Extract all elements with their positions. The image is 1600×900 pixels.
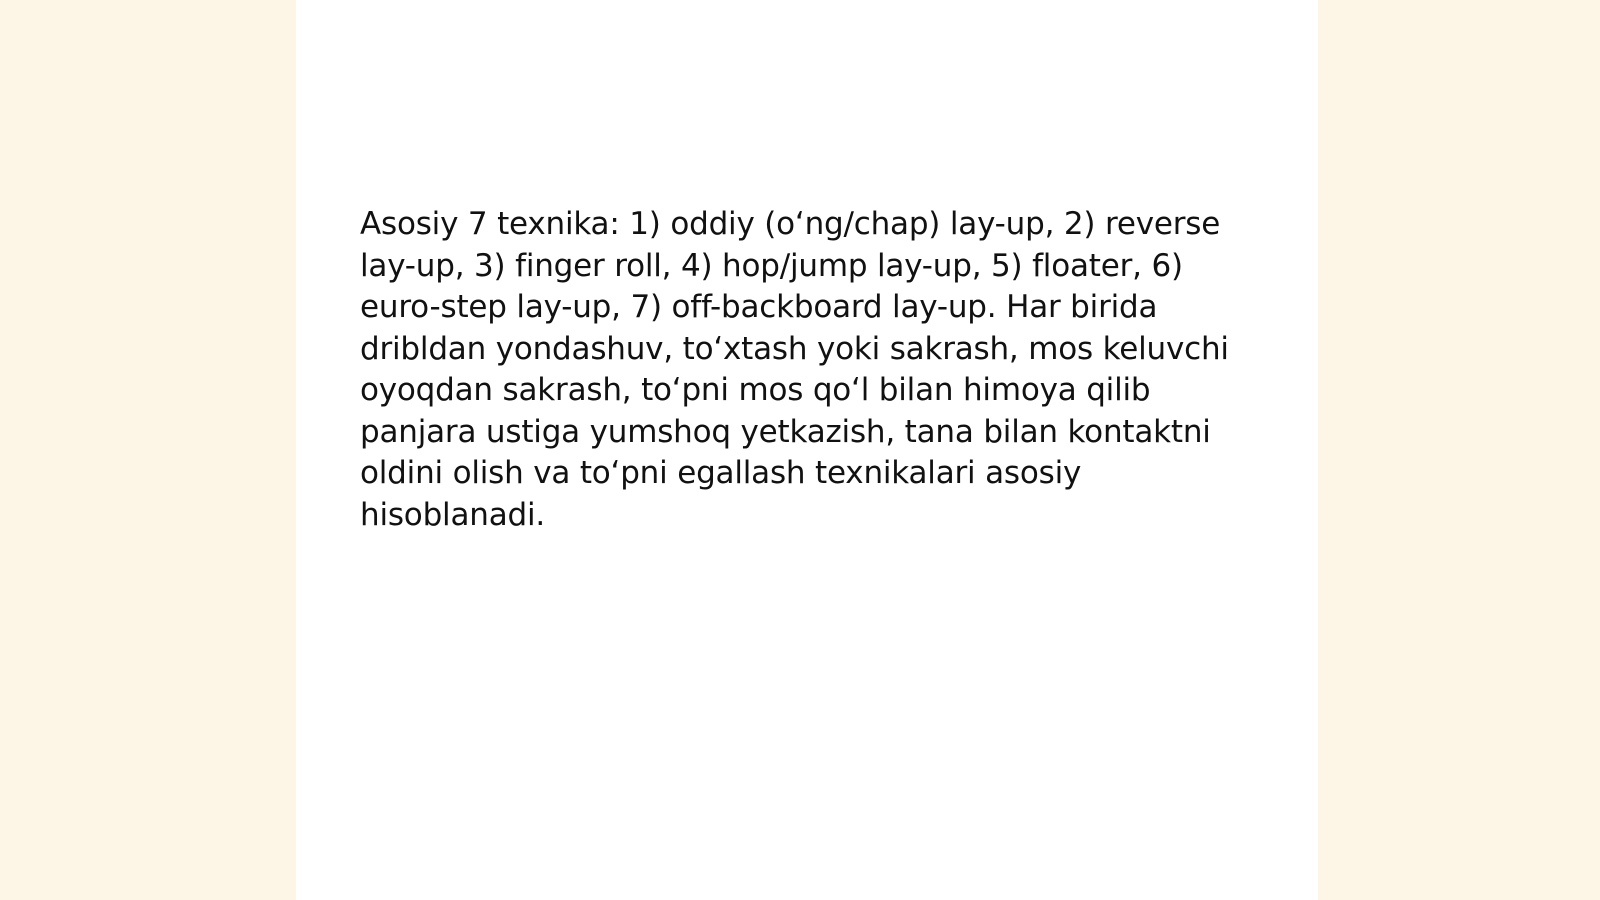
- slide-body-text: Asosiy 7 texnika: 1) oddiy (o‘ng/chap) lay-up, 2) reverse lay-up, 3) finger roll, 4) hop/jump lay-up, 5) floater, 6) euro-step lay-up, 7) off-backboard lay-up. Har birida dribldan yondashuv, to‘xtash yoki sakrash, mos keluvchi oyoqdan sakrash, to‘pni mos qo‘l bilan himoya qilib panjara ustiga yumshoq yetkazish, tana bilan kontaktni oldini olish va to‘pni egallash texnikalari asosiy hisoblanadi.: [360, 206, 1229, 533]
- slide-page: [296, 0, 1318, 900]
